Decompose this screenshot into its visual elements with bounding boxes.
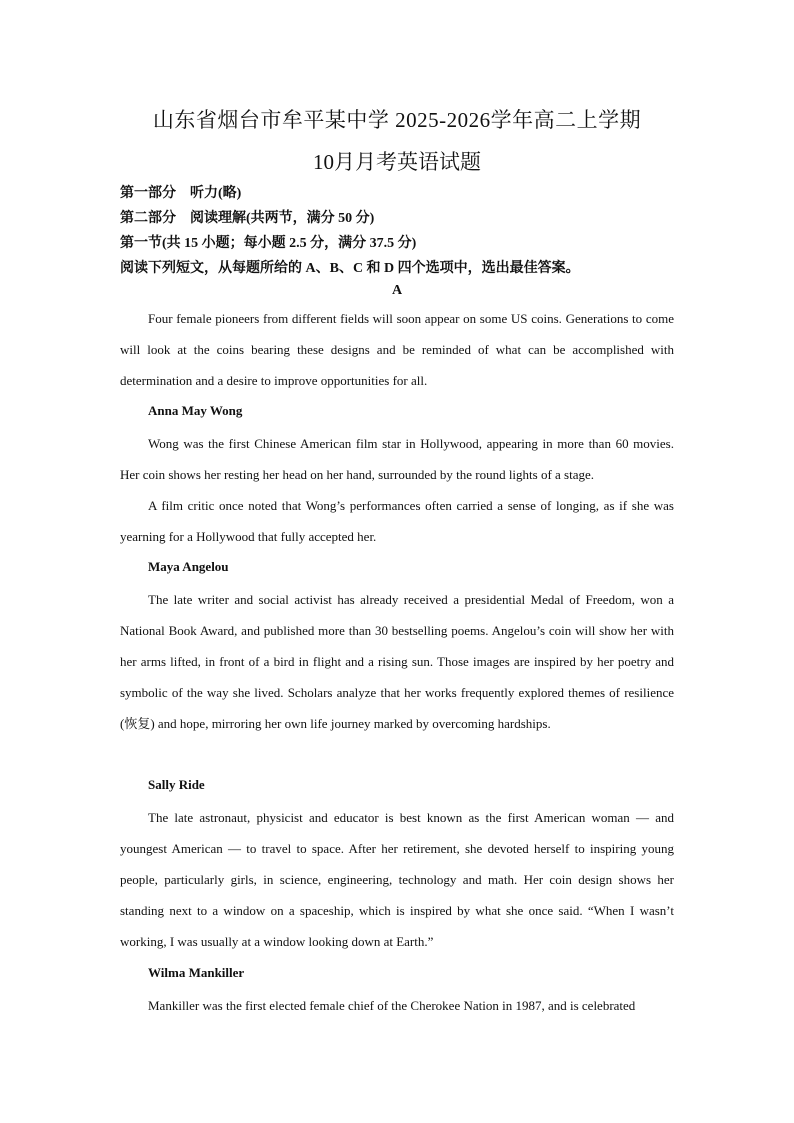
subheading-wong: Anna May Wong	[148, 403, 243, 418]
part2-heading: 第二部分 阅读理解(共两节，满分 50 分)	[120, 211, 375, 226]
section1-heading: 第一节(共 15 小题；每小题 2.5 分，满分 37.5 分)	[120, 236, 417, 251]
subheading-mankiller: Wilma Mankiller	[148, 965, 245, 980]
reading-instruction: 阅读下列短文，从每题所给的 A、B、C 和 D 四个选项中，选出最佳答案。	[120, 261, 580, 276]
intro-paragraph: Four female pioneers from different fields will soon appear on some US coins. Generations to come will look at the coins bearing these designs and be reminded of what can be accomplished with determination and a desire to improve opportunities for all.	[120, 311, 674, 388]
subheading-angelou: Maya Angelou	[148, 559, 229, 574]
wong-paragraph-2: A film critic once noted that Wong’s performances often carried a sense of longing, as if she was yearning for a Hollywood that fully accepted her.	[120, 498, 674, 544]
ride-paragraph: The late astronaut, physicist and educator is best known as the first American woman — and youngest American — to travel to space. After her retirement, she devoted herself to inspiring young people, particularly girls, in science, engineering, technology and math. Her coin design shows her standing next to a window on a spaceship, which is inspired by what she once said. “When I wasn’t working, I was usually at a window looking down at Earth.”	[120, 810, 674, 949]
part1-heading: 第一部分 听力(略)	[120, 186, 242, 201]
mankiller-paragraph: Mankiller was the first elected female chief of the Cherokee Nation in 1987, and is celebrated	[148, 998, 636, 1013]
exam-title-line2: 10月月考英语试题	[313, 150, 481, 174]
passage-letter: A	[391, 283, 403, 298]
subheading-ride: Sally Ride	[148, 777, 205, 792]
exam-title-line1: 山东省烟台市牟平某中学 2025-2026学年高二上学期	[152, 108, 642, 132]
angelou-paragraph: The late writer and social activist has already received a presidential Medal of Freedom, won a National Book Award, and published more than 30 bestselling poems. Angelou’s coin will show her with her arms lifted, in front of a bird in flight and a rising sun. Those images are inspired by her poetry and symbolic of the way she lived. Scholars analyze that her works frequently explored themes of resilience (恢复) and hope, mirroring her own life journey marked by overcoming hardships.	[120, 592, 674, 731]
wong-paragraph-1: Wong was the first Chinese American film star in Hollywood, appearing in more than 60 movies. Her coin shows her resting her head on her hand, surrounded by the round lights of a stage.	[120, 436, 674, 482]
